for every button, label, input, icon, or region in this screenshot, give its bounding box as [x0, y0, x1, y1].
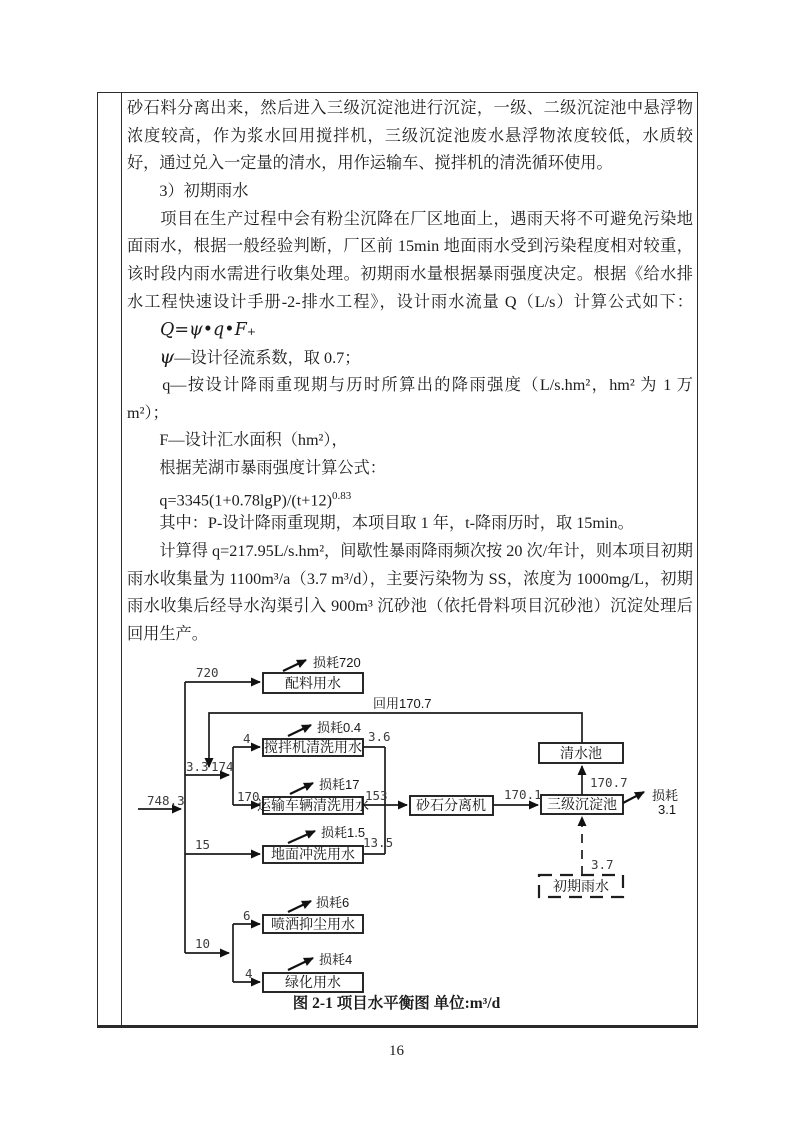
truck-loss-label: 损耗17 [319, 777, 360, 792]
sed-loss-value: 3.1 [658, 802, 677, 817]
sedimentation-label: 三级沉淀池 [547, 796, 617, 812]
truck-out-value: 153 [365, 788, 388, 803]
sed-to-clear-value: 170.7 [590, 775, 628, 790]
text-line: ψ—设计径流系数，取 0.7； [159, 346, 361, 369]
initial-rainwater-label: 初期雨水 [553, 878, 609, 894]
text-line: 项目在生产过程中会有粉尘沉降在厂区地面上，遇雨天将不可避免污染地 [127, 209, 693, 228]
recycle-label: 回用170.7 [373, 696, 432, 711]
wash-total-value: 174 [211, 759, 234, 774]
text-line: 雨水收集量为 1100m³/a（3.7 m³/d），主要污染物为 SS，浓度为 1000mg/L，初期 [127, 569, 693, 588]
figure-caption: 图 2-1 项目水平衡图 单位:m³/d [292, 995, 501, 1012]
text-line: q—按设计降雨重现期与历时所算出的降雨强度（L/s.hm²，hm² 为 1 万 [127, 375, 693, 394]
sed-loss-word: 损耗 [652, 788, 679, 803]
text-line: 根据芜湖市暴雨强度计算公式： [127, 458, 386, 477]
page-number: 16 [389, 1043, 404, 1059]
clear-tank-label: 清水池 [560, 745, 602, 761]
greening-label: 绿化用水 [285, 974, 341, 990]
batching-label: 配料用水 [285, 675, 341, 691]
body-text-block [127, 95, 693, 649]
ground-out-value: 13.5 [363, 835, 394, 850]
separator-out-value: 170.1 [504, 787, 542, 802]
mixer-loss-arrow [288, 725, 311, 736]
text-line: 砂石料分离出来，然后进入三级沉淀池进行沉淀，一级、二级沉淀池中悬浮物 [127, 99, 693, 117]
spray-loss-arrow [288, 901, 311, 912]
text-line: 该时段内雨水需进行收集处理。初期雨水量根据暴雨强度决定。根据《给水排 [127, 265, 693, 284]
truck-in-value: 170 [237, 789, 260, 804]
spray-loss-label: 损耗6 [316, 895, 350, 910]
text-line: 其中：P-设计降雨重现期，本项目取 1 年，t-降雨历时，取 15min。 [127, 514, 634, 533]
truck-loss-arrow [290, 783, 313, 794]
green-loss-arrow [288, 958, 313, 970]
text-line: 面雨水，根据一般经验判断，厂区前 15min 地面雨水受到污染程度相对较重， [127, 237, 693, 256]
separator-label: 砂石分离机 [416, 797, 486, 813]
text-line: Q=ψ•q•F₊ [160, 319, 256, 340]
text-line: 浓度较高，作为浆水回用搅拌机，三级沉淀池废水悬浮物浓度较低，水质较 [127, 126, 693, 145]
text-line: F—设计汇水面积（hm²）， [127, 431, 348, 450]
ground-wash-label: 地面冲洗用水 [271, 846, 355, 862]
ground-loss-label: 损耗1.5 [321, 825, 366, 840]
text-line: 3）初期雨水 [127, 182, 249, 201]
water-balance-diagram [97, 648, 698, 998]
rain-in-value: 3.7 [591, 857, 614, 872]
green-loss-label: 损耗4 [319, 952, 353, 967]
batching-loss-label: 损耗720 [313, 655, 361, 670]
ground-loss-arrow [288, 831, 315, 843]
mixer-loss-label: 损耗0.4 [317, 720, 362, 735]
truck-wash-label: 运输车辆清洗用水 [257, 797, 369, 813]
input-value: 748.3 [147, 793, 185, 808]
batching-in-value: 720 [196, 665, 219, 680]
batching-loss-arrow [283, 660, 306, 671]
text-line: $q=3345(1+0.78\lg P)/(t+12)^{0.83}$ [127, 489, 352, 510]
mixer-in-value: 4 [243, 731, 251, 746]
green-in-value: 4 [245, 966, 253, 981]
text-line: m²）； [127, 403, 169, 422]
bottom-in-value: 10 [195, 936, 211, 951]
spray-in-value: 6 [243, 908, 251, 923]
text-line: 回用生产。 [127, 625, 208, 644]
text-line: 水工程快速设计手册-2-排水工程》，设计雨水流量 Q（L/s）计算公式如下： [127, 292, 693, 311]
mixer-out-value: 3.6 [368, 729, 391, 744]
ground-in-value: 15 [195, 837, 211, 852]
text-line: 计算得 q=217.95L/s.hm²，间歇性暴雨降雨频次按 20 次/年计，则本项目初期 [127, 542, 693, 560]
sed-loss-arrow [623, 792, 644, 803]
mixer-wash-label: 搅拌机清洗用水 [264, 739, 362, 755]
text-line: 好，通过兑入一定量的清水，用作运输车、搅拌机的清洗循环使用。 [127, 154, 613, 173]
fresh-wash-value: 3.3 [186, 759, 209, 774]
spray-label: 喷洒抑尘用水 [271, 916, 355, 932]
text-line: 雨水收集后经导水沟渠引入 900m³ 沉砂池（依托骨料项目沉砂池）沉淀处理后 [127, 597, 693, 616]
